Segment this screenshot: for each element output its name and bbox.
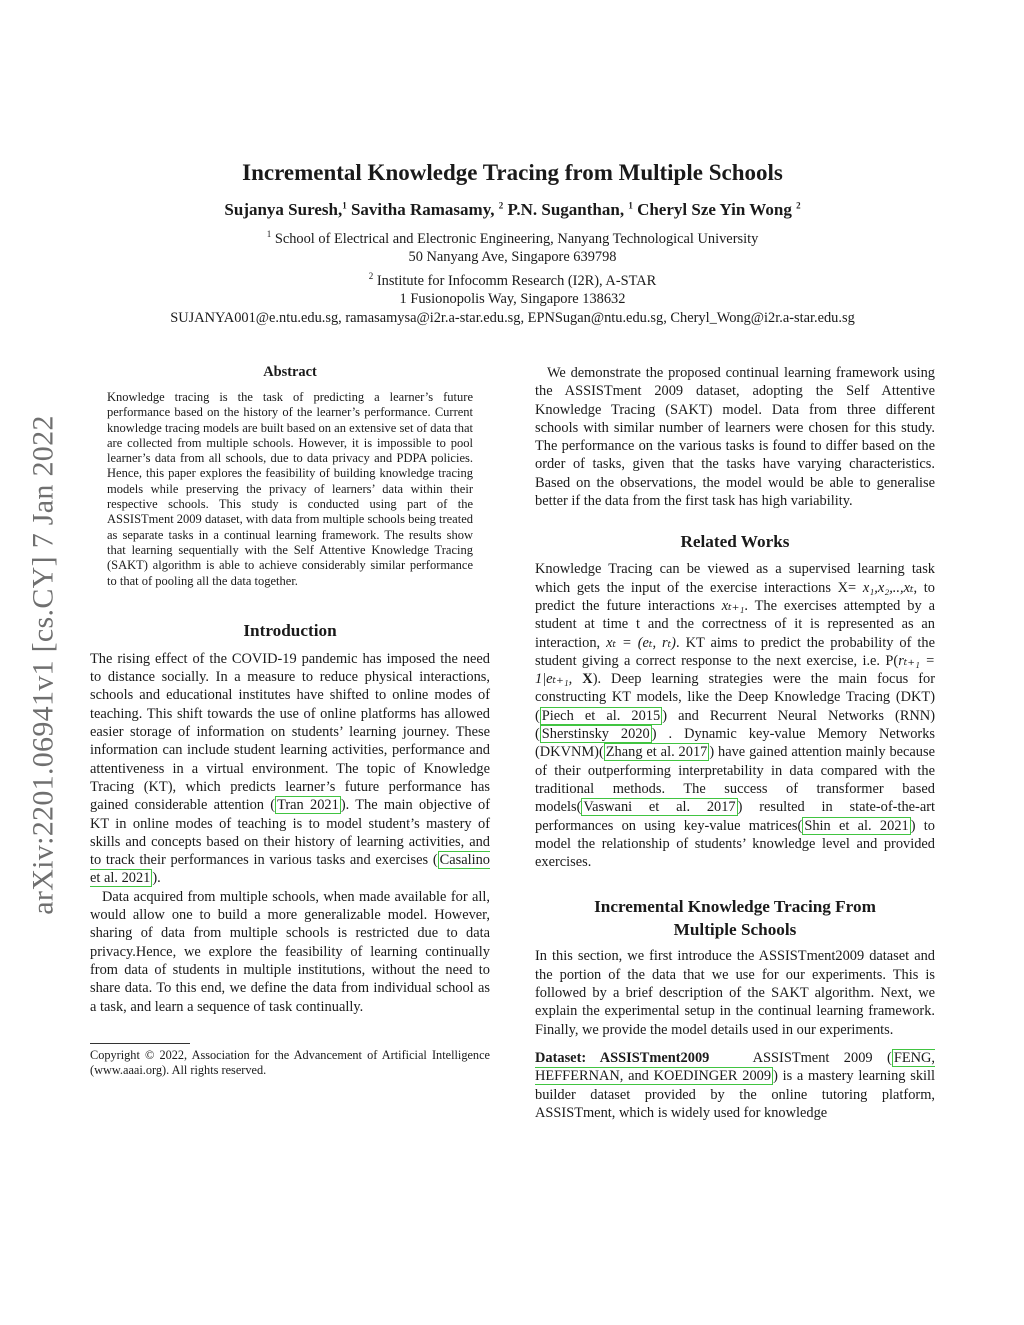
- copyright-notice: Copyright © 2022, Association for the Advancement of Artificial Intelligence (www.aaai.org). All rights reserved.: [90, 1047, 490, 1077]
- related-works-heading: Related Works: [680, 532, 790, 552]
- author-list: [90, 200, 935, 220]
- paper-header: [90, 160, 935, 328]
- introduction-paragraph-2: Data acquired from multiple schools, when made available for all, would allow one to build a more generalizable model. However, sharing of data from multiple schools is restricted due to data privacy.Hence, we explore the feasibility of learning continually from data of students in multiple institutions, without the need to share data. To this end, we define the data from individual school as a task, and learn a sequence of task continually.: [90, 888, 490, 1015]
- incremental-kt-paragraph: In this section, we first introduce the ASSISTment2009 dataset and the portion of the data that we use for our experiments. This is followed by a brief description of the SAKT algorithm. Next, we explain the experimental setup in the continual learning framework. Finally, we provide the model details used in our experiments.: [535, 948, 935, 1038]
- intro-continuation-paragraph: We demonstrate the proposed continual learning framework using the ASSISTment 2009 dataset, adopting the Self Attentive Knowledge Tracing (SAKT) model. Data from three different schools with similar number of learners were chosen for this study. The performance on the various tasks is found to differ based on the order of tasks, given that the tasks have varying characteristics. Based on the observations, the model would be able to generalise better if the data from the first task has high variability.: [535, 365, 935, 510]
- citation-shin-2021[interactable]: Shin et al. 2021: [804, 817, 909, 834]
- affiliation-1: $^1$ School of Electrical and Electronic Engineering, Nanyang Technological University: [266, 229, 759, 247]
- right-column: [535, 364, 935, 1122]
- author-1-affiliation: 1: [342, 200, 347, 211]
- math-interaction: xₜ = (eₜ, rₜ): [606, 634, 676, 651]
- author-emails: SUJANYA001@e.ntu.edu.sg, ramasamysa@i2r.a-star.edu.sg, EPNSugan@ntu.edu.sg, Cheryl_Wong@i2r.a-star.edu.sg: [170, 309, 855, 326]
- math-sequence: x₁,x₂,..,xₜ: [862, 579, 914, 596]
- math-probability: rₜ₊₁ = 1|eₜ₊₁,: [535, 652, 935, 688]
- incremental-kt-heading: Incremental Knowledge Tracing From Multiple Schools: [594, 897, 876, 940]
- author-3: P.N. Suganthan,: [507, 200, 625, 219]
- author-4: Cheryl Sze Yin Wong: [637, 200, 792, 219]
- affiliations: [90, 225, 935, 328]
- citation-sherstinsky-2020[interactable]: Sherstinsky 2020: [541, 726, 650, 743]
- author-3-affiliation: 1: [628, 200, 633, 211]
- citation-zhang-2017[interactable]: Zhang et al. 2017: [605, 744, 708, 761]
- abstract: [90, 364, 490, 589]
- related-works-paragraph: Knowledge Tracing can be viewed as a supervised learning task which gets the input of the exercise interactions X= x₁,x₂,..,xₜ, to predict the future interactions xₜ₊₁. The exercises attempted by a student at time t and the correctness of it is represented as an interaction, xₜ = (eₜ, rₜ). KT aims to predict the probability of the student giving a correct response to the next exercise, i.e. P(rₜ₊₁ = 1|eₜ₊₁, X). Deep learning strategies were the main focus for constructing KT models, like the Deep Knowledge Tracing (DKT) ( Piech et al. 2015 ) and Recurrent Neural Networks (RNN) ( Sherstinsky 2020 ) . Dynamic key-value Memory Networks (DKVNM)( Zhang et al. 2017 ) have gained attention mainly because of their outperforming interpretability in data compared with the traditional methods. The success of transformer based models( Vaswani et al. 2017 ) resulted in state-of-the-art performances on using key-value matrices( Shin et al. 2021 ) to model the relationship of students’ knowledge level and provided exercises.: [535, 561, 935, 871]
- citation-feng-2009[interactable]: FENG, HEFFERNAN, and KOEDINGER 2009: [535, 1049, 935, 1085]
- arxiv-sidebar-stamp: [22, 370, 66, 960]
- introduction-heading: Introduction: [243, 620, 337, 640]
- author-4-affiliation: 2: [796, 200, 801, 211]
- footnote: [90, 1043, 490, 1078]
- abstract-text: Knowledge tracing is the task of predicting a learner’s future performance based on the history of the learner’s performance. Current knowledge tracing models are built based on an extensive set of data that are collected from multiple schools. However, it is impossible to pool learner’s data from all schools, due to data privacy and PDPA policies. Hence, this paper explores the feasibility of building knowledge tracing models while preserving the privacy of learners’ data within their respective schools. This study is conducted using part of the ASSISTment 2009 dataset, with data from multiple schools being treated as separate tasks in a continual learning framework. The results show that learning sequentially with the Self Attentive Knowledge Tracing (SAKT) algorithm is able to achieve considerably similar performance to that of pooling all the data together.: [107, 390, 473, 588]
- citation-casalino-2021[interactable]: Casalino et al. 2021: [90, 852, 490, 887]
- citation-tran-2021[interactable]: Tran 2021: [277, 797, 339, 814]
- introduction-paragraph-1: The rising effect of the COVID-19 pandemic has imposed the need to distance socially. In a measure to reduce physical interactions, schools and educational institutes have shifted to online modes of teaching. This shift towards the use of online platforms has allowed easier storage of information on students’ learning journey. These information can include student learning activities, performance and attentiveness in a virtual environment. The topic of Knowledge Tracing (KT), which predicts learner’s future performance has gained considerable attention ( Tran 2021 ). The main objective of KT in online modes of teaching is to model student’s mastery of skills and concepts based on their history of learning activities, and to track their performances in various tasks and exercises ( Casalino et al. 2021 ).: [90, 650, 490, 887]
- abstract-heading: Abstract: [263, 364, 317, 380]
- author-2: Savitha Ramasamy,: [350, 200, 495, 219]
- arxiv-id: arXiv:2201.06941v1 [cs.CY] 7 Jan 2022: [27, 415, 61, 915]
- affiliation-2-address: 1 Fusionopolis Way, Singapore 138632: [399, 291, 626, 308]
- paper-title: Incremental Knowledge Tracing from Multiple Schools: [242, 160, 783, 185]
- citation-vaswani-2017[interactable]: Vaswani et al. 2017: [583, 799, 736, 816]
- author-2-affiliation: 2: [498, 200, 504, 211]
- math-next-interaction: xₜ₊₁: [721, 597, 745, 614]
- dataset-paragraph: Dataset: ASSISTment2009 ASSISTment 2009 ( FENG, HEFFERNAN, and KOEDINGER 2009 ) is a mastery learning skill builder dataset provided by the online tutoring platform, ASSISTment, which is widely used for knowledge: [535, 1049, 936, 1121]
- dataset-paragraph-heading: Dataset: ASSISTment2009: [535, 1049, 710, 1066]
- affiliation-1-address: 50 Nanyang Ave, Singapore 639798: [408, 249, 617, 266]
- author-1: Sujanya Suresh,: [224, 200, 343, 219]
- left-column: [90, 364, 490, 1078]
- citation-piech-2015[interactable]: Piech et al. 2015: [541, 707, 661, 724]
- footnote-divider: [90, 1043, 190, 1044]
- affiliation-2: $^2$ Institute for Infocomm Research (I2R), A-STAR: [368, 270, 657, 289]
